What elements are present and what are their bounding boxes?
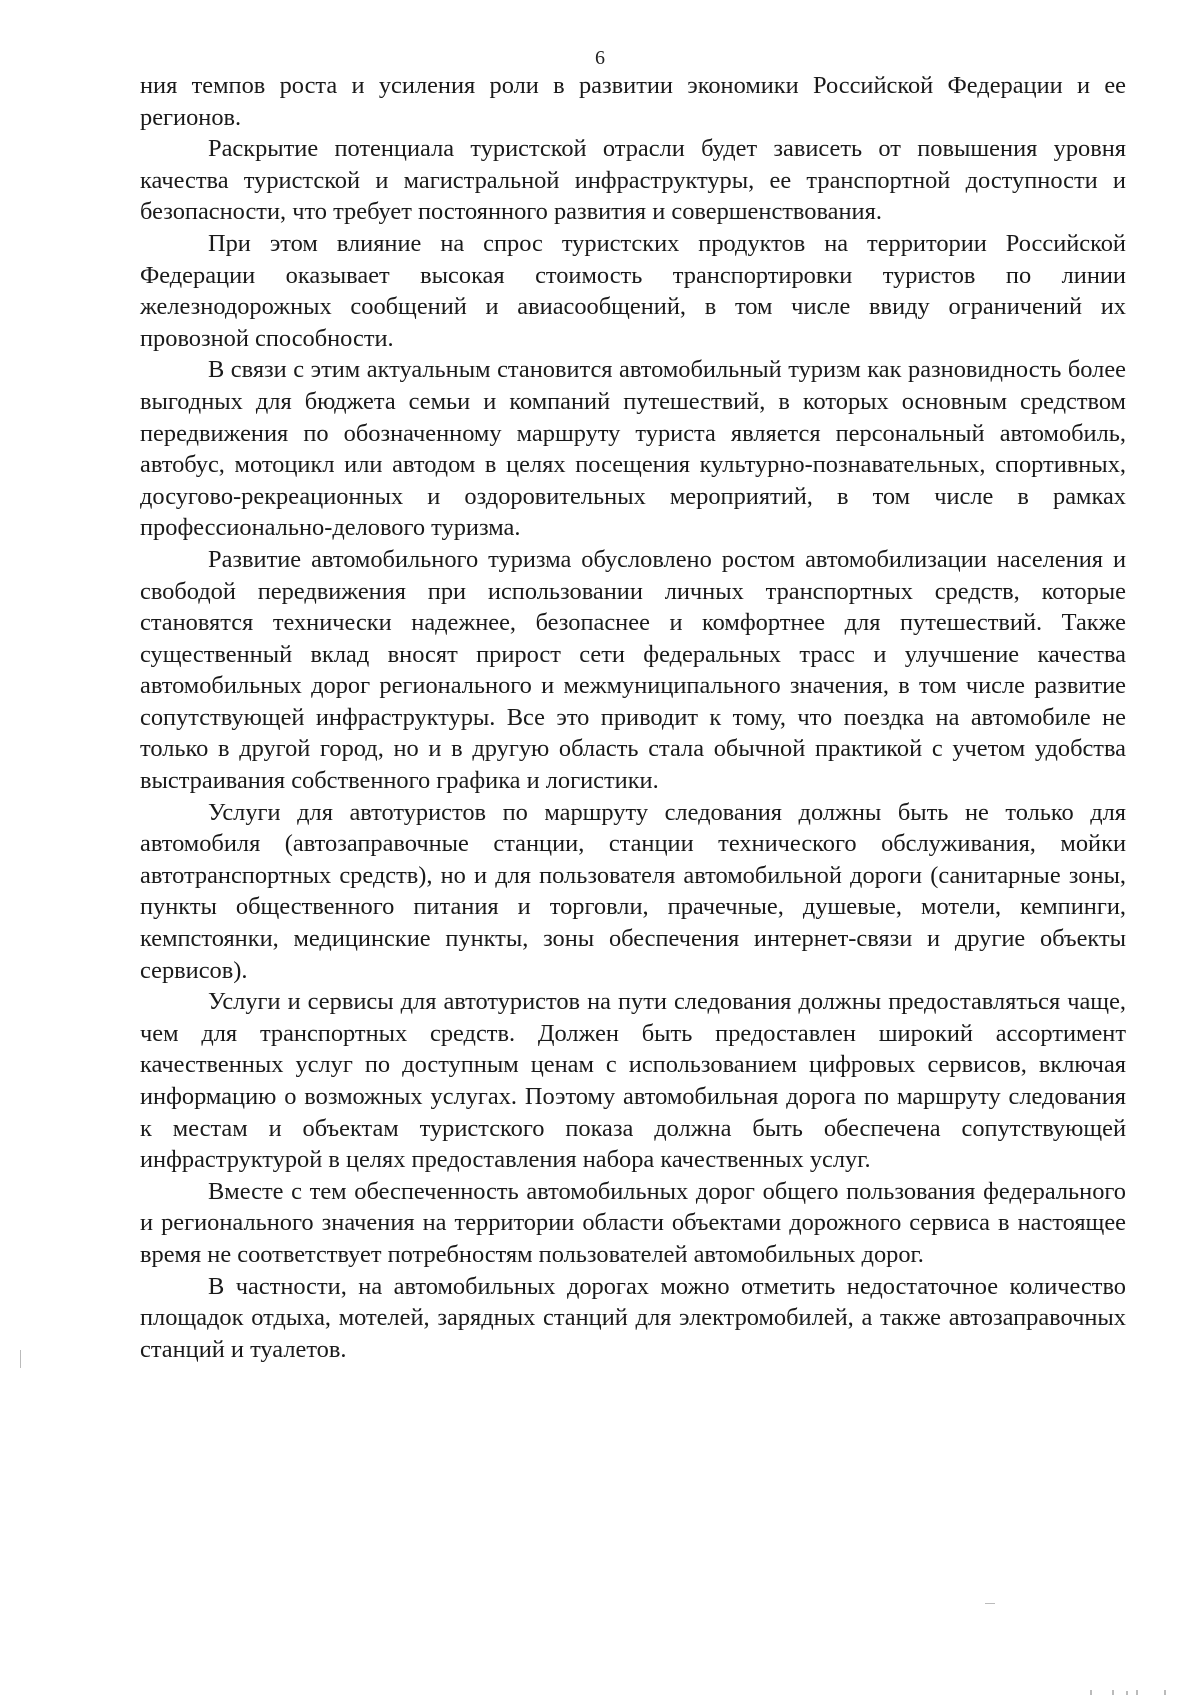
paragraph-service-frequency: Услуги и сервисы для автотуристов на пути следования должны предоставляться чаще, чем для транспортных средств. Должен быть предоставлен широкий ассортимент качественных услуг по доступным ценам с использованием цифровых сервисов, включая информацию о возможных услугах. Поэтому автомобильная дорога по маршруту следования к местам и объектам туристского показа должна быть обеспечена сопутствующей инфраструктурой в целях предоставления набора качественных услуг. — [140, 988, 1126, 1174]
paragraph-tourism-potential: Раскрытие потенциала туристской отрасли будет зависеть от повышения уровня качества туристской и магистральной инфраструктуры, ее транспортной доступности и безопасности, что требует постоянного развития и совершенствования. — [140, 135, 1126, 226]
scan-artifact — [1126, 1691, 1128, 1695]
paragraph-auto-tourism: В связи с этим актуальным становится автомобильный туризм как разновидность более выгодных для бюджета семьи и компаний путешествий, в которых основным средством передвижения по обозначенному маршруту туриста является персональный автомобиль, автобус, мотоцикл или автодом в целях посещения культурно-познавательных, спортивных, досугово-рекреационных и оздоровительных мероприятий, в том числе в рамках профессионально-делового туризма. — [140, 356, 1126, 542]
page-number: 6 — [595, 47, 605, 69]
paragraph-road-service-shortage: Вместе с тем обеспеченность автомобильных дорог общего пользования федерального и регионального значения на территории области объектами дорожного сервиса в настоящее время не соответствует потребностям пользователей автомобильных дорог. — [140, 1177, 1126, 1268]
scan-artifact — [20, 1350, 21, 1368]
scan-artifact — [1164, 1690, 1166, 1695]
paragraph-facility-shortage: В частности, на автомобильных дорогах можно отметить недостаточное количество площадок отдыха, мотелей, зарядных станций для электромобилей, а также автозаправочных станций и туалетов. — [140, 1272, 1126, 1363]
paragraph-auto-tourism-development: Развитие автомобильного туризма обусловлено ростом автомобилизации населения и свободой передвижения при использовании личных транспортных средств, которые становятся технически надежнее, безопаснее и комфортнее для путешествий. Также существенный вклад вносят прирост сети федеральных трасс и улучшение качества автомобильных дорог регионального и межмуниципального значения, в том числе развитие сопутствующей инфраструктуры. Все это приводит к тому, что поездка на автомобиле не только в другой город, но и в другую область стала обычной практикой с учетом удобства выстраивания собственного графика и логистики. — [140, 545, 1126, 795]
scan-artifact — [1136, 1690, 1138, 1695]
paragraph-continuation: ния темпов роста и усиления роли в развитии экономики Российской Федерации и ее регионов. — [140, 72, 1126, 131]
paragraph-transport-cost: При этом влияние на спрос туристских продуктов на территории Российской Федерации оказывает высокая стоимость транспортировки туристов по линии железнодорожных сообщений и авиасообщений, в том числе ввиду ограничений их провозной способности. — [140, 229, 1126, 352]
scan-artifact — [985, 1603, 995, 1604]
scan-artifact — [1090, 1690, 1092, 1695]
body-text — [140, 70, 1126, 1365]
scan-artifact — [1112, 1690, 1114, 1695]
paragraph-autotourist-services: Услуги для автотуристов по маршруту следования должны быть не только для автомобиля (автозаправочные станции, станции технического обслуживания, мойки автотранспортных средств), но и для пользователя автомобильной дороги (санитарные зоны, пункты общественного питания и торговли, прачечные, душевые, мотели, кемпинги, кемпстоянки, медицинские пункты, зоны обеспечения интернет-связи и другие объекты сервисов). — [140, 798, 1126, 984]
